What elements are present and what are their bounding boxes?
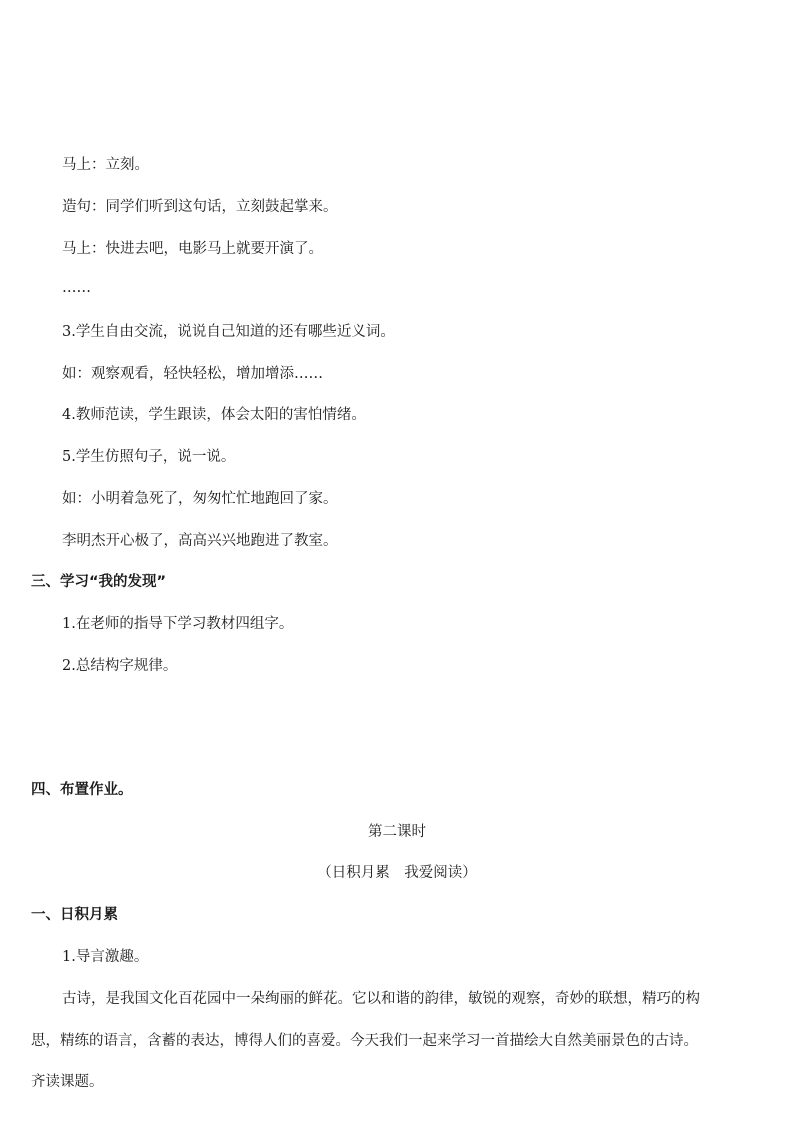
step-line: 4.教师范读，学生跟读，体会太阳的害怕情绪。: [62, 407, 366, 423]
step-line: 3.学生自由交流，说说自己知道的还有哪些近义词。: [62, 324, 395, 340]
example-sentence: 马上：快进去吧，电影马上就要开演了。: [62, 241, 323, 257]
section-heading: 四、布置作业。: [31, 782, 133, 798]
lesson-title: 第二课时: [368, 824, 426, 840]
ellipsis-line: ……: [62, 280, 91, 296]
lesson-subtitle: （日积月累 我爱阅读）: [317, 865, 477, 881]
example-line: 如：小明着急死了，匆匆忙忙地跑回了家。: [62, 491, 338, 507]
section-heading: 三、学习“我的发现”: [31, 574, 167, 590]
paragraph-line: 齐读课题。: [31, 1074, 104, 1090]
paragraph-line: 古诗，是我国文化百花园中一朵绚丽的鲜花。它以和谐的韵律，敏锐的观察，奇妙的联想，精巧的构: [62, 991, 700, 1007]
step-line: 2.总结构字规律。: [62, 658, 178, 674]
step-line: 1.在老师的指导下学习教材四组字。: [62, 616, 294, 632]
example-line: 如：观察观看，轻快轻松，增加增添……: [62, 366, 323, 382]
definition-line: 马上：立刻。: [62, 157, 149, 173]
example-line: 李明杰开心极了，高高兴兴地跑进了教室。: [62, 533, 338, 549]
step-line: 1.导言激趣。: [62, 949, 149, 965]
section-heading: 一、日积月累: [31, 907, 118, 923]
paragraph-line: 思，精练的语言，含蓄的表达，博得人们的喜爱。今天我们一起来学习一首描绘大自然美丽景色的古诗。: [31, 1033, 698, 1049]
example-sentence: 造句：同学们听到这句话，立刻鼓起掌来。: [62, 199, 338, 215]
step-line: 5.学生仿照句子，说一说。: [62, 449, 236, 465]
